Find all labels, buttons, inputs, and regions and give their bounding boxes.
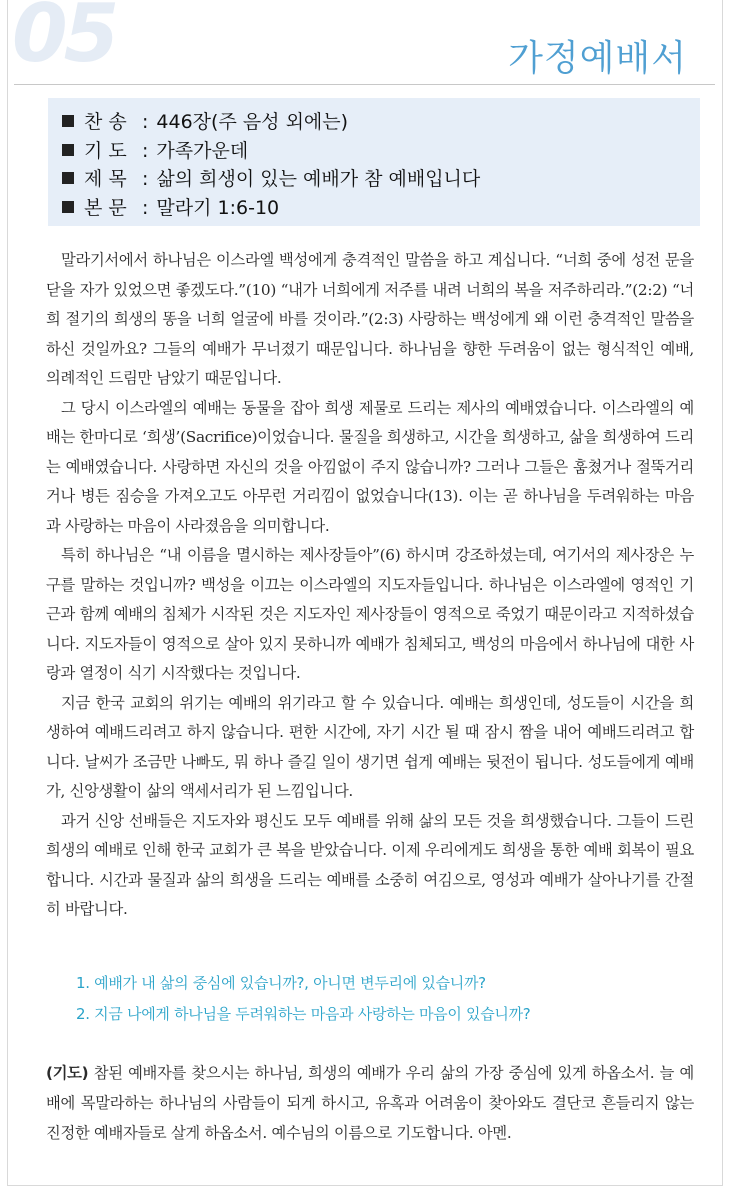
info-value: 446장(주 음성 외에는) bbox=[156, 111, 349, 133]
info-label: 본 문 bbox=[84, 196, 127, 219]
sermon-body bbox=[46, 246, 694, 925]
reflection-questions bbox=[76, 968, 530, 1030]
closing-prayer bbox=[46, 1058, 694, 1148]
info-label: 기 도 bbox=[84, 139, 127, 162]
info-row-prayer: 기 도 : 가족가운데 bbox=[62, 137, 700, 166]
square-bullet-icon bbox=[62, 172, 74, 184]
body-paragraph: 과거 신앙 선배들은 지도자와 평신도 모두 예배를 위해 삶의 모든 것을 희생했습니다. 그들이 드린 희생의 예배로 인해 한국 교회가 큰 복을 받았습니다. 이제 우리에게도 희생을 통한 예배 회복이 필요합니다. 시간과 물질과 삶의 희생을 드리는 예배를 소중히 여김으로, 영성과 예배가 살아나기를 간절히 바랍니다. bbox=[46, 811, 694, 918]
question-item: 1. 예배가 내 삶의 중심에 있습니까?, 아니면 변두리에 있습니까? bbox=[76, 974, 486, 992]
info-value: 가족가운데 bbox=[156, 139, 249, 162]
body-paragraph: 말라기서에서 하나님은 이스라엘 백성에게 충격적인 말씀을 하고 계십니다. “너희 중에 성전 문을 닫을 자가 있었으면 좋겠도다.”(10) “내가 너희에게 저주를 내려 너희의 복을 저주하리라.”(2:2) “너희 절기의 희생의 똥을 너희 얼굴에 바를 것이라.”(2:3) 사랑하는 백성에게 왜 이런 충격적인 말씀을 하신 것일까요? 그들의 예배가 무너졌기 때문입니다. 하나님을 향한 두려움이 없는 형식적인 예배, 의례적인 드림만 남았기 때문입니다. bbox=[46, 251, 694, 387]
chapter-number: 05 bbox=[12, 0, 116, 80]
info-value: 삶의 희생이 있는 예배가 참 예배입니다 bbox=[156, 168, 481, 190]
prayer-text: 참된 예배자를 찾으시는 하나님, 희생의 예배가 우리 삶의 가장 중심에 있게 하옵소서. 늘 예배에 목말라하는 하나님의 사람들이 되게 하시고, 유혹과 어려움이 찾아와도 결단코 흔들리지 않는 진정한 예배자들로 살게 하옵소서. 예수님의 이름으로 기도합니다. 아멘. bbox=[46, 1064, 694, 1142]
square-bullet-icon bbox=[62, 201, 74, 213]
title-divider bbox=[14, 84, 715, 85]
info-label: 찬 송 bbox=[84, 111, 127, 133]
question-item: 2. 지금 나에게 하나님을 두려워하는 마음과 사랑하는 마음이 있습니까? bbox=[76, 1005, 531, 1023]
info-row-subject: 제 목 : 삶의 희생이 있는 예배가 참 예배입니다 bbox=[62, 165, 700, 194]
body-paragraph: 특히 하나님은 “내 이름을 멸시하는 제사장들아”(6) 하시며 강조하셨는데, 여기서의 제사장은 누구를 말하는 것입니까? 백성을 이끄는 이스라엘의 지도자들입니다. 하나님은 이스라엘에 영적인 기근과 함께 예배의 침체가 시작된 것은 지도자인 제사장들이 영적으로 죽었기 때문이라고 지적하셨습니다. 지도자들이 영적으로 살아 있지 못하니까 예배가 침체되고, 백성의 마음에서 하나님에 대한 사랑과 열정이 식기 시작했다는 것입니다. bbox=[46, 546, 694, 682]
info-row-scripture: 본 문 : 말라기 1:6-10 bbox=[62, 194, 700, 223]
worship-info-box bbox=[48, 98, 700, 226]
square-bullet-icon bbox=[62, 115, 74, 127]
prayer-label: (기도) bbox=[46, 1064, 89, 1082]
body-paragraph: 그 당시 이스라엘의 예배는 동물을 잡아 희생 제물로 드리는 제사의 예배였습니다. 이스라엘의 예배는 한마디로 ‘희생’(Sacrifice)이었습니다. 물질을 희생하고, 시간을 희생하고, 삶을 희생하여 드리는 예배였습니다. 사랑하면 자신의 것을 아낌없이 주지 않습니까? 그러나 그들은 훔쳤거나 절뚝거리거나 병든 짐승을 가져오고도 아무런 거리낌이 없었습니다(13). 이는 곧 하나님을 두려워하는 마음과 사랑하는 마음이 사라졌음을 의미합니다. bbox=[46, 398, 694, 535]
info-value: 말라기 1:6-10 bbox=[156, 196, 280, 219]
body-paragraph: 지금 한국 교회의 위기는 예배의 위기라고 할 수 있습니다. 예배는 희생인데, 성도들이 시간을 희생하여 예배드리려고 하지 않습니다. 편한 시간에, 자기 시간 될 때 잠시 짬을 내어 예배드리려고 합니다. 날씨가 조금만 나빠도, 뭐 하나 즐길 일이 생기면 쉽게 예배는 뒷전이 됩니다. 성도들에게 예배가, 신앙생활이 삶의 액세서리가 된 느낌입니다. bbox=[46, 693, 694, 800]
info-label: 제 목 bbox=[84, 168, 127, 190]
page-title: 가정예배서 bbox=[508, 38, 687, 79]
square-bullet-icon bbox=[62, 144, 74, 156]
info-row-hymn: 찬 송 : 446장(주 음성 외에는) bbox=[62, 108, 700, 137]
